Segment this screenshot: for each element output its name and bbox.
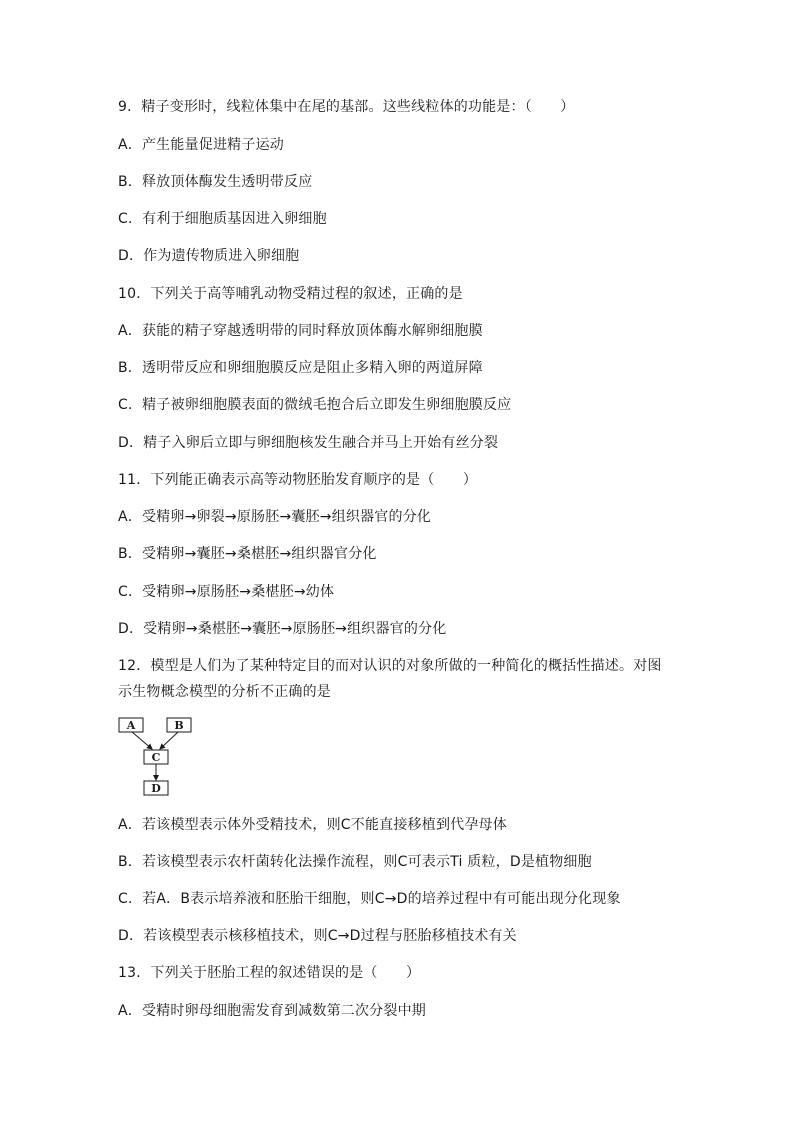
diagram-label-d: D xyxy=(151,782,161,795)
arrow-a-to-c xyxy=(132,732,152,749)
q10-option-c: C．精子被卵细胞膜表面的微绒毛抱合后立即发生卵细胞膜反应 xyxy=(118,397,512,413)
q10-option-b: B．透明带反应和卵细胞膜反应是阻止多精入卵的两道屏障 xyxy=(118,360,483,376)
diagram-label-c: C xyxy=(151,751,161,764)
q11-stem: 11．下列能正确表示高等动物胚胎发育顺序的是（ ） xyxy=(118,472,478,488)
q10-stem: 10．下列关于高等哺乳动物受精过程的叙述，正确的是 xyxy=(118,286,463,302)
q13-stem: 13．下列关于胚胎工程的叙述错误的是（ ） xyxy=(118,965,421,981)
q9-stem: 9．精子变形时，线粒体集中在尾的基部。这些线粒体的功能是：（ ） xyxy=(118,99,575,115)
q11-option-b: B．受精卵→囊胚→桑椹胚→组织器官分化 xyxy=(118,546,377,562)
q11-option-d: D．受精卵→桑椹胚→囊胚→原肠胚→组织器官的分化 xyxy=(118,621,447,637)
concept-model-diagram xyxy=(118,716,198,798)
q12-option-b: B．若该模型表示农杆菌转化法操作流程，则C可表示Ti 质粒，D是植物细胞 xyxy=(118,854,592,870)
q9-option-c: C．有利于细胞质基因进入卵细胞 xyxy=(118,211,327,227)
arrow-b-to-c xyxy=(160,732,178,749)
diagram-box-b xyxy=(167,718,191,732)
q10-option-a: A．获能的精子穿越透明带的同时释放顶体酶水解卵细胞膜 xyxy=(118,323,483,339)
q12-option-a: A．若该模型表示体外受精技术，则C不能直接移植到代孕母体 xyxy=(118,817,507,833)
diagram-box-a xyxy=(119,718,143,732)
diagram-box-d xyxy=(144,781,168,795)
q12-option-c: C．若A．B表示培养液和胚胎干细胞，则C→D的培养过程中有可能出现分化现象 xyxy=(118,891,621,907)
q11-option-c: C．受精卵→原肠胚→桑椹胚→幼体 xyxy=(118,584,335,600)
q12-stem-line2: 示生物概念模型的分析不正确的是 xyxy=(118,684,331,700)
diagram-label-b: B xyxy=(174,719,184,732)
q12-stem-line1: 12．模型是人们为了某种特定目的而对认识的对象所做的一种简化的概括性描述。对图 xyxy=(118,658,662,674)
q11-option-a: A．受精卵→卵裂→原肠胚→囊胚→组织器官的分化 xyxy=(118,509,432,525)
q13-option-a: A．受精时卵母细胞需发育到减数第二次分裂中期 xyxy=(118,1003,426,1019)
q9-option-a: A．产生能量促进精子运动 xyxy=(118,137,284,153)
q12-option-d: D．若该模型表示核移植技术，则C→D过程与胚胎移植技术有关 xyxy=(118,928,517,944)
q9-option-b: B．释放顶体酶发生透明带反应 xyxy=(118,174,313,190)
diagram-box-c xyxy=(144,750,168,764)
q10-option-d: D．精子入卵后立即与卵细胞核发生融合并马上开始有丝分裂 xyxy=(118,435,499,451)
diagram-label-a: A xyxy=(126,719,136,732)
q9-option-d: D．作为遗传物质进入卵细胞 xyxy=(118,248,300,264)
